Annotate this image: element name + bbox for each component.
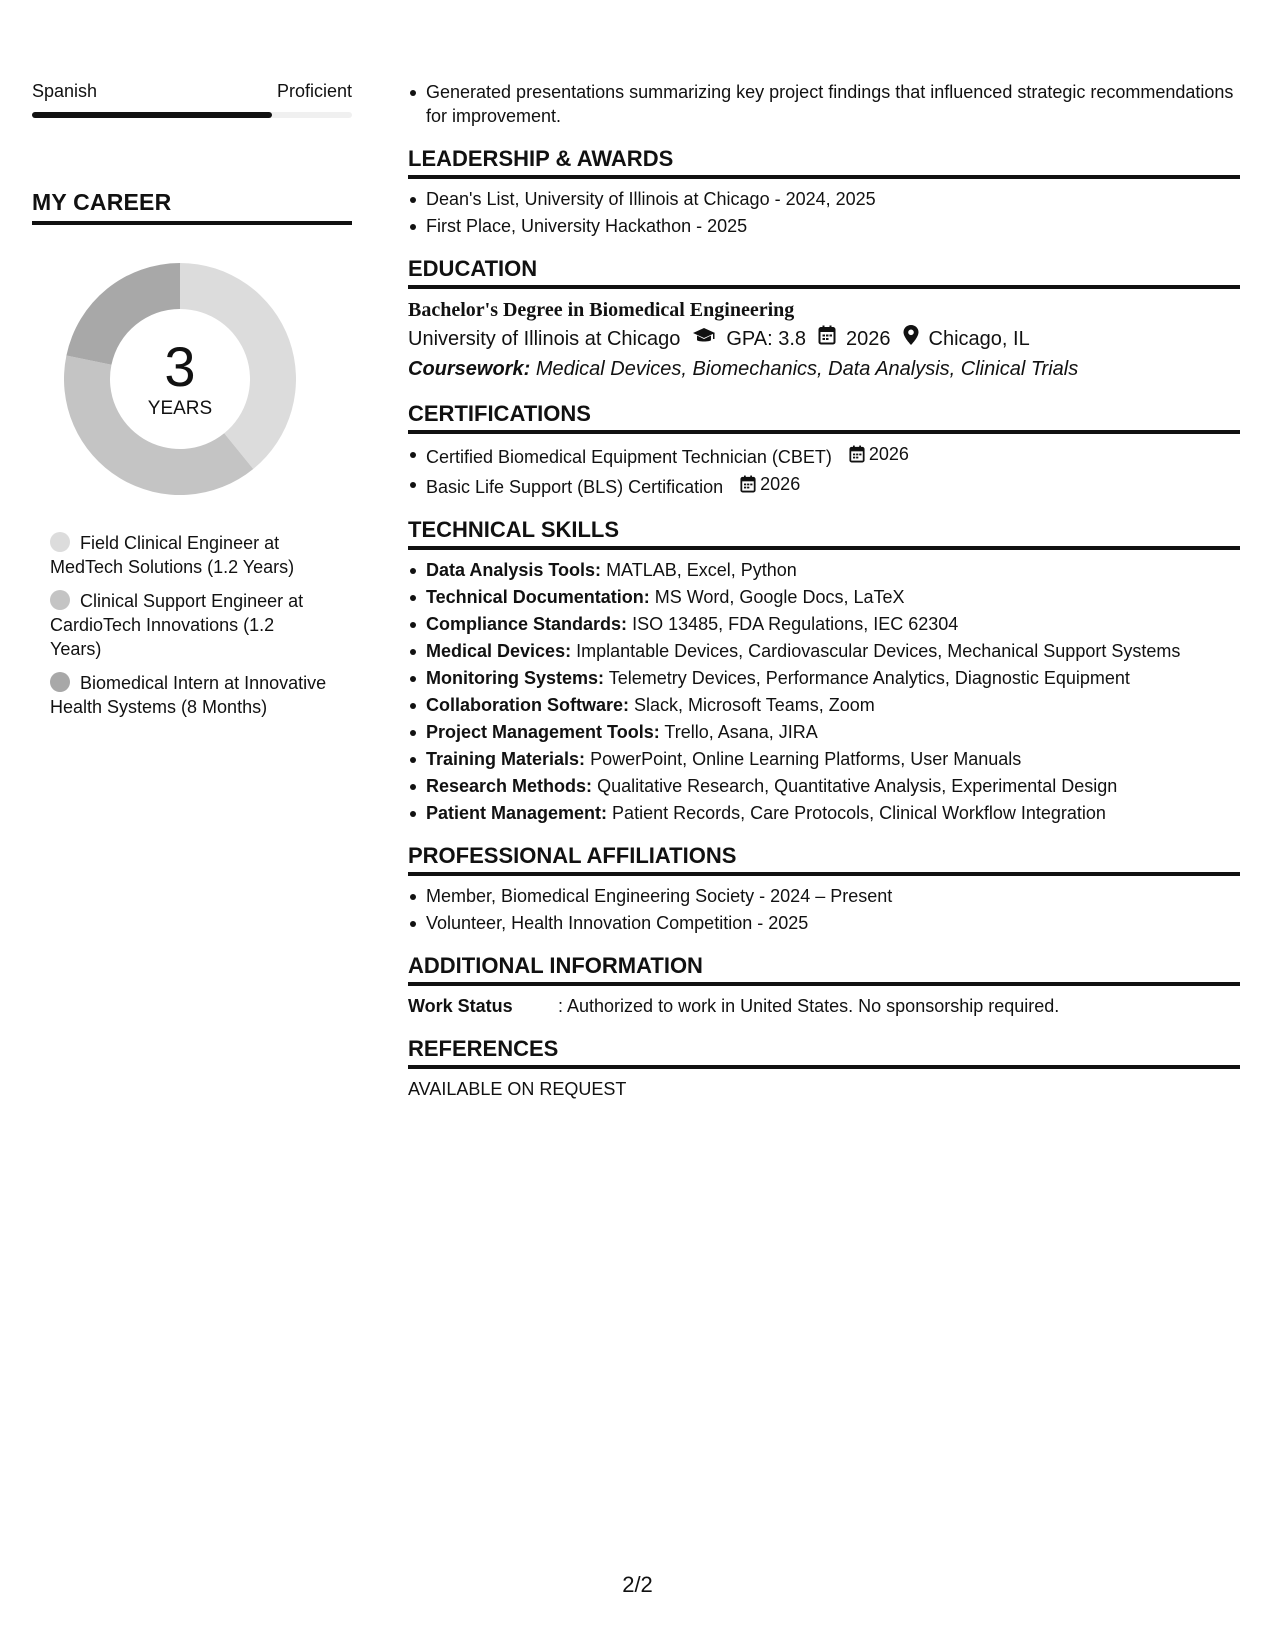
location-pin-icon bbox=[903, 325, 919, 353]
experience-tail-list bbox=[408, 80, 1240, 128]
legend-dot-icon bbox=[50, 532, 70, 552]
page-number: 2/2 bbox=[622, 1572, 653, 1597]
legend-item bbox=[50, 589, 330, 661]
calendar-icon bbox=[818, 325, 836, 353]
references-section-title: REFERENCES bbox=[408, 1036, 1240, 1069]
language-proficiency-bar bbox=[32, 112, 352, 118]
work-status-label: Work Status bbox=[408, 996, 513, 1016]
legend-item bbox=[50, 531, 330, 579]
education-section-title: EDUCATION bbox=[408, 256, 1240, 289]
career-donut-chart bbox=[56, 255, 304, 503]
list-item bbox=[408, 666, 1240, 690]
skill-value: ISO 13485, FDA Regulations, IEC 62304 bbox=[632, 614, 959, 634]
skills-list bbox=[408, 558, 1240, 825]
list-item bbox=[408, 558, 1240, 582]
leadership-list bbox=[408, 187, 1240, 238]
skill-label: Collaboration Software: bbox=[426, 695, 630, 715]
list-item: First Place, University Hackathon - 2025 bbox=[408, 214, 1240, 238]
donut-center-label bbox=[56, 255, 304, 503]
skill-label: Research Methods: bbox=[426, 776, 593, 796]
skill-label: Patient Management: bbox=[426, 803, 608, 823]
list-item bbox=[408, 585, 1240, 609]
certification-name: Basic Life Support (BLS) Certification bbox=[426, 477, 724, 497]
list-item bbox=[408, 693, 1240, 717]
work-status-value: : Authorized to work in United States. No sponsorship required. bbox=[558, 996, 1060, 1016]
language-proficiency-fill bbox=[32, 112, 272, 118]
affiliations-section-title: PROFESSIONAL AFFILIATIONS bbox=[408, 843, 1240, 876]
skills-section-title: TECHNICAL SKILLS bbox=[408, 517, 1240, 550]
list-item bbox=[408, 801, 1240, 825]
list-item bbox=[408, 612, 1240, 636]
legend-label: Clinical Support Engineer at CardioTech Innovations (1.2 Years) bbox=[50, 591, 304, 659]
list-item bbox=[408, 472, 1240, 499]
graduation-year: 2026 bbox=[846, 328, 891, 350]
skill-value: Slack, Microsoft Teams, Zoom bbox=[634, 695, 875, 715]
calendar-icon bbox=[740, 475, 756, 493]
additional-info-section-title: ADDITIONAL INFORMATION bbox=[408, 953, 1240, 986]
career-total-unit: YEARS bbox=[147, 398, 213, 419]
certifications-section-title: CERTIFICATIONS bbox=[408, 401, 1240, 434]
list-item bbox=[408, 639, 1240, 663]
certification-date bbox=[740, 472, 800, 496]
coursework-label: Coursework: bbox=[408, 358, 531, 380]
affiliations-list bbox=[408, 884, 1240, 935]
sidebar bbox=[32, 80, 352, 729]
list-item bbox=[408, 442, 1240, 469]
references-text: AVAILABLE ON REQUEST bbox=[408, 1079, 627, 1099]
legend-dot-icon bbox=[50, 590, 70, 610]
skill-label: Technical Documentation: bbox=[426, 587, 650, 607]
list-item bbox=[408, 774, 1240, 798]
certification-year: 2026 bbox=[760, 474, 801, 494]
skill-value: Patient Records, Care Protocols, Clinical Workflow Integration bbox=[612, 803, 1106, 823]
skill-value: Qualitative Research, Quantitative Analysis, Experimental Design bbox=[597, 776, 1118, 796]
skill-value: MATLAB, Excel, Python bbox=[606, 560, 797, 580]
language-level: Proficient bbox=[276, 81, 352, 101]
graduation-cap-icon bbox=[692, 325, 716, 353]
language-row bbox=[32, 80, 352, 102]
skill-value: Implantable Devices, Cardiovascular Devices, Mechanical Support Systems bbox=[576, 641, 1181, 661]
list-item: Volunteer, Health Innovation Competition - 2025 bbox=[408, 911, 1240, 935]
list-item: Dean's List, University of Illinois at Chicago - 2024, 2025 bbox=[408, 187, 1240, 211]
legend-dot-icon bbox=[50, 672, 70, 692]
gpa-value: GPA: 3.8 bbox=[726, 328, 807, 350]
skill-value: MS Word, Google Docs, LaTeX bbox=[654, 587, 905, 607]
career-total-value: 3 bbox=[164, 335, 196, 398]
skill-label: Compliance Standards: bbox=[426, 614, 628, 634]
list-item: Member, Biomedical Engineering Society - 2024 – Present bbox=[408, 884, 1240, 908]
certification-year: 2026 bbox=[868, 444, 909, 464]
career-legend bbox=[50, 531, 330, 719]
skill-label: Medical Devices: bbox=[426, 641, 572, 661]
certification-name: Certified Biomedical Equipment Technician (CBET) bbox=[426, 447, 832, 467]
certification-date bbox=[849, 442, 909, 466]
legend-label: Field Clinical Engineer at MedTech Solutions (1.2 Years) bbox=[50, 533, 295, 577]
legend-item bbox=[50, 671, 330, 719]
list-item bbox=[408, 747, 1240, 771]
work-status-row bbox=[408, 994, 1240, 1018]
skill-label: Training Materials: bbox=[426, 749, 586, 769]
coursework-list: Medical Devices, Biomechanics, Data Analysis, Clinical Trials bbox=[535, 358, 1079, 380]
leadership-section-title: LEADERSHIP & AWARDS bbox=[408, 146, 1240, 179]
skill-label: Monitoring Systems: bbox=[426, 668, 605, 688]
legend-label: Biomedical Intern at Innovative Health Systems (8 Months) bbox=[50, 673, 327, 717]
skill-label: Data Analysis Tools: bbox=[426, 560, 602, 580]
main-content bbox=[408, 80, 1240, 1101]
language-name: Spanish bbox=[32, 81, 98, 101]
skill-label: Project Management Tools: bbox=[426, 722, 660, 742]
coursework bbox=[408, 355, 1240, 383]
school-location: Chicago, IL bbox=[928, 328, 1030, 350]
degree-title: Bachelor's Degree in Biomedical Engineering bbox=[408, 299, 795, 321]
skill-value: Trello, Asana, JIRA bbox=[664, 722, 818, 742]
education-details bbox=[408, 325, 1240, 353]
school-name: University of Illinois at Chicago bbox=[408, 328, 681, 350]
career-section-title: MY CAREER bbox=[32, 188, 352, 225]
certifications-list bbox=[408, 442, 1240, 499]
skill-value: Telemetry Devices, Performance Analytics, Diagnostic Equipment bbox=[608, 668, 1130, 688]
calendar-icon bbox=[849, 445, 865, 463]
list-item bbox=[408, 720, 1240, 744]
list-item: Generated presentations summarizing key project findings that influenced strategic recommendations for improvement. bbox=[408, 80, 1240, 128]
skill-value: PowerPoint, Online Learning Platforms, User Manuals bbox=[590, 749, 1022, 769]
